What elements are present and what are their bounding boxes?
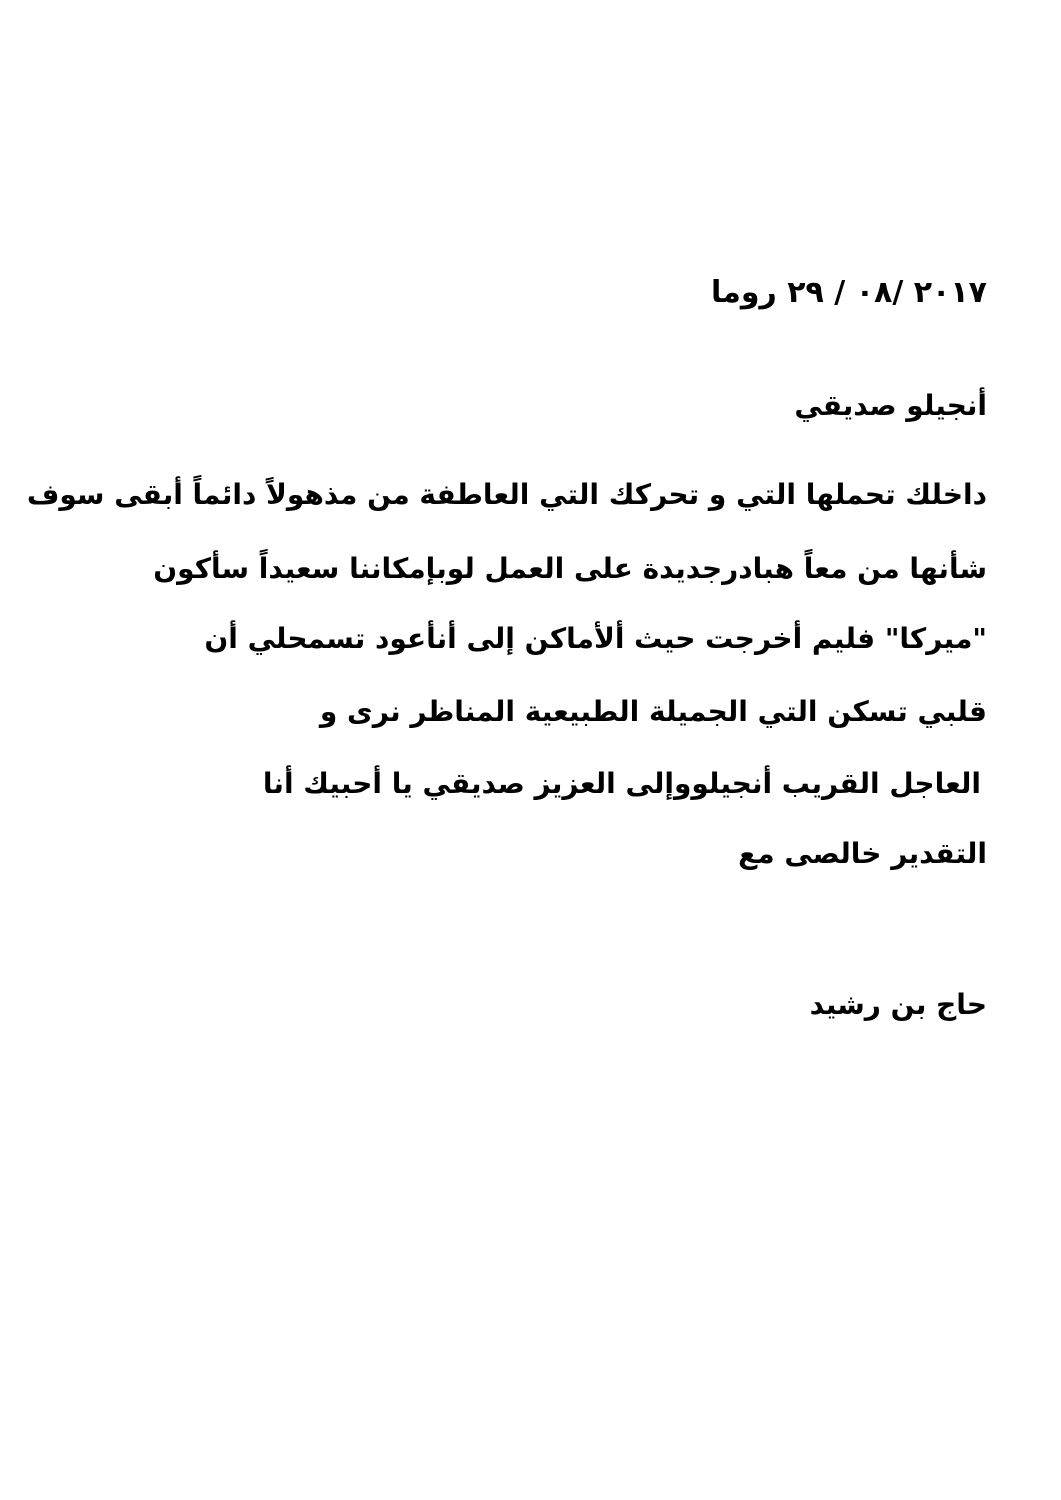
body-line-6: التقدير خالصى مع [738, 837, 987, 870]
body-line-5: العاجل القريب أنجيلووإلى العزيز صديقي يا أحبيك أنا [262, 767, 981, 800]
date-line: ٢٠١٧ /٠٨ / ٢٩ روما [711, 275, 987, 310]
signature: حاج بن رشيد [809, 988, 987, 1021]
body-line-2: شأنها من معاً هبادرجديدة على العمل لوبإمكاننا سعيداً سأكون [153, 552, 987, 585]
body-line-1: داخلك تحملها التي و تحركك التي العاطفة من مذهولاً دائماً أبقى سوف [26, 478, 987, 511]
body-line-3: "ميركا" فليم أخرجت حيث ألأماكن إلى أنأعود تسمحلي أن [204, 622, 987, 655]
body-line-4: قلبي تسكن التي الجميلة الطبيعية المناظر نرى و [319, 695, 987, 728]
greeting: أنجيلو صديقي [794, 389, 987, 422]
